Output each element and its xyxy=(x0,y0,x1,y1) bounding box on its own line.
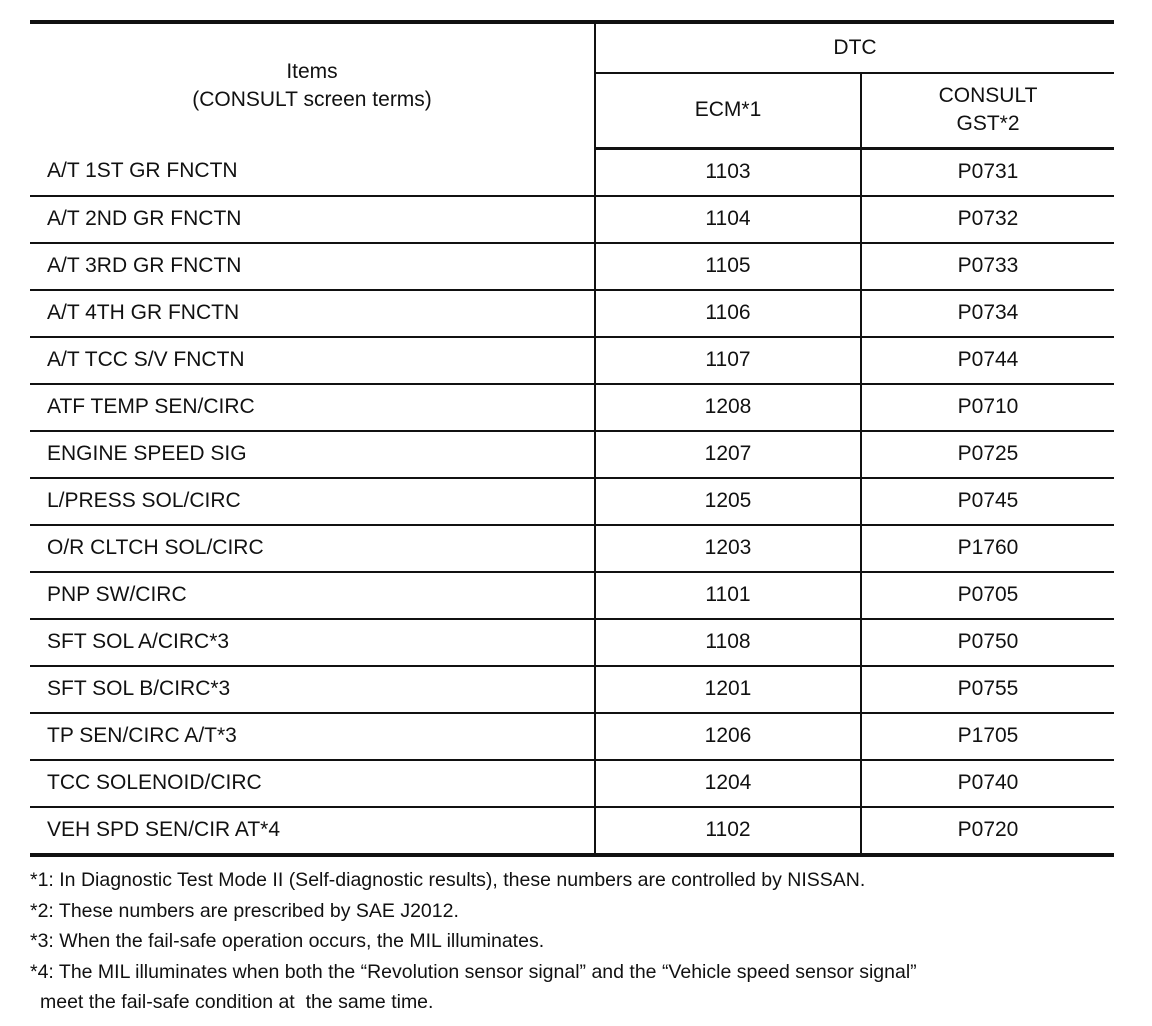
consult-gst-column-header xyxy=(861,73,1114,148)
ecm-code-cell: 1108 xyxy=(595,619,861,666)
item-cell: A/T 2ND GR FNCTN xyxy=(30,196,595,243)
ecm-code-cell: 1207 xyxy=(595,431,861,478)
items-header-title: Items xyxy=(286,60,338,83)
table-row xyxy=(30,337,1114,384)
gst-code-cell: P0745 xyxy=(861,478,1114,525)
table-header xyxy=(30,22,1114,148)
header-row-top xyxy=(30,22,1114,73)
ecm-code-cell: 1107 xyxy=(595,337,861,384)
item-cell: A/T TCC S/V FNCTN xyxy=(30,337,595,384)
footnote-1: *1: In Diagnostic Test Mode II (Self-diagnostic results), these numbers are controlled by NISSAN. xyxy=(30,869,866,891)
item-cell: TCC SOLENOID/CIRC xyxy=(30,760,595,807)
ecm-code-cell: 1106 xyxy=(595,290,861,337)
table-row xyxy=(30,572,1114,619)
table-row xyxy=(30,478,1114,525)
gst-code-cell: P1705 xyxy=(861,713,1114,760)
ecm-code-cell: 1208 xyxy=(595,384,861,431)
gst-code-cell: P0733 xyxy=(861,243,1114,290)
gst-code-cell: P0705 xyxy=(861,572,1114,619)
footnote-4-line1: *4: The MIL illuminates when both the “Revolution sensor signal” and the “Vehicle speed sensor signal” xyxy=(30,960,917,983)
table-row xyxy=(30,713,1114,760)
gst-code-cell: P1760 xyxy=(861,525,1114,572)
item-cell: ATF TEMP SEN/CIRC xyxy=(30,384,595,431)
table-row xyxy=(30,666,1114,713)
footnote-4-line2: meet the fail-safe condition at the same time. xyxy=(40,991,434,1013)
gst-code-cell: P0740 xyxy=(861,760,1114,807)
item-cell: L/PRESS SOL/CIRC xyxy=(30,478,595,525)
table-row xyxy=(30,384,1114,431)
gst-code-cell: P0731 xyxy=(861,148,1114,196)
items-header-subtitle: (CONSULT screen terms) xyxy=(192,88,432,111)
item-cell: SFT SOL B/CIRC*3 xyxy=(30,666,595,713)
item-cell: O/R CLTCH SOL/CIRC xyxy=(30,525,595,572)
footnote-3: *3: When the fail-safe operation occurs, the MIL illuminates. xyxy=(30,930,545,952)
table-body xyxy=(30,148,1114,855)
table-row xyxy=(30,243,1114,290)
ecm-code-cell: 1103 xyxy=(595,148,861,196)
consult-header-line1: CONSULT xyxy=(938,84,1038,108)
table-row xyxy=(30,525,1114,572)
item-cell: SFT SOL A/CIRC*3 xyxy=(30,619,595,666)
dtc-table xyxy=(30,20,1114,857)
ecm-code-cell: 1206 xyxy=(595,713,861,760)
item-cell: A/T 1ST GR FNCTN xyxy=(30,148,595,196)
ecm-code-cell: 1101 xyxy=(595,572,861,619)
item-cell: VEH SPD SEN/CIR AT*4 xyxy=(30,807,595,855)
item-cell: ENGINE SPEED SIG xyxy=(30,431,595,478)
ecm-code-cell: 1203 xyxy=(595,525,861,572)
item-cell: A/T 4TH GR FNCTN xyxy=(30,290,595,337)
item-cell: TP SEN/CIRC A/T*3 xyxy=(30,713,595,760)
gst-code-cell: P0732 xyxy=(861,196,1114,243)
item-cell: PNP SW/CIRC xyxy=(30,572,595,619)
gst-code-cell: P0755 xyxy=(861,666,1114,713)
table-row xyxy=(30,619,1114,666)
table-row xyxy=(30,148,1114,196)
gst-code-cell: P0744 xyxy=(861,337,1114,384)
gst-code-cell: P0750 xyxy=(861,619,1114,666)
ecm-code-cell: 1104 xyxy=(595,196,861,243)
gst-code-cell: P0725 xyxy=(861,431,1114,478)
gst-code-cell: P0710 xyxy=(861,384,1114,431)
ecm-code-cell: 1102 xyxy=(595,807,861,855)
item-cell: A/T 3RD GR FNCTN xyxy=(30,243,595,290)
ecm-code-cell: 1105 xyxy=(595,243,861,290)
table-row xyxy=(30,760,1114,807)
table-row xyxy=(30,196,1114,243)
gst-code-cell: P0720 xyxy=(861,807,1114,855)
dtc-group-header: DTC xyxy=(595,22,1114,73)
table-row xyxy=(30,807,1114,855)
table-row xyxy=(30,290,1114,337)
ecm-code-cell: 1204 xyxy=(595,760,861,807)
ecm-column-header: ECM*1 xyxy=(595,73,861,148)
footnotes xyxy=(30,865,1130,1018)
table-row xyxy=(30,431,1114,478)
gst-code-cell: P0734 xyxy=(861,290,1114,337)
ecm-code-cell: 1205 xyxy=(595,478,861,525)
footnote-2: *2: These numbers are prescribed by SAE J2012. xyxy=(30,899,459,922)
consult-header-line2: GST*2 xyxy=(956,112,1020,136)
items-column-header xyxy=(30,22,595,148)
ecm-code-cell: 1201 xyxy=(595,666,861,713)
